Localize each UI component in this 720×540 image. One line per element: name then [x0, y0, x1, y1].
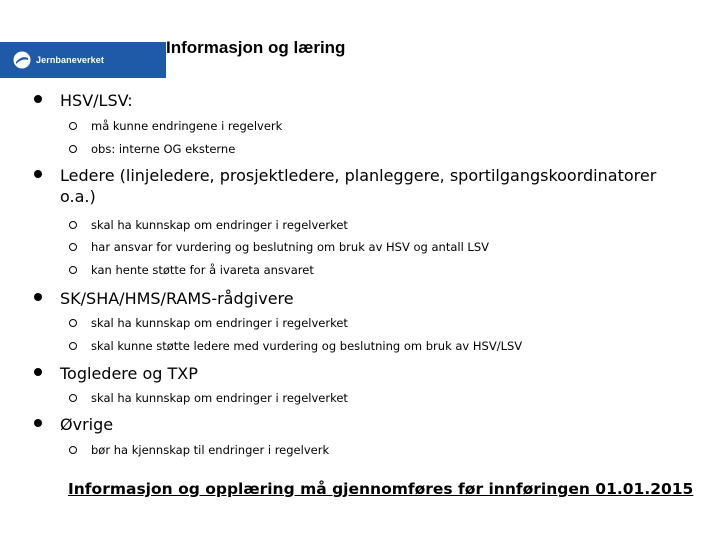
sub-bullet-ring-icon: [69, 145, 77, 153]
footer-note: Informasjon og opplæring må gjennomføres før innføringen 01.01.2015: [68, 480, 694, 498]
sub-bullet-ring-icon: [69, 243, 77, 251]
sub-bullet-text: skal ha kunnskap om endringer i regelverket: [91, 316, 348, 330]
sub-bullet-text: kan hente støtte for å ivareta ansvaret: [91, 263, 314, 277]
sub-bullet-text: skal kunne støtte ledere med vurdering og beslutning om bruk av HSV/LSV: [91, 339, 523, 353]
sub-bullet: [91, 142, 691, 157]
sub-bullet-ring-icon: [69, 342, 77, 350]
sub-bullet-text: skal ha kunnskap om endringer i regelverket: [91, 391, 348, 405]
bullet-togledere: [60, 363, 680, 384]
sub-bullet-text: må kunne endringene i regelverk: [91, 119, 283, 133]
bullet-heading: SK/SHA/HMS/RAMS-rådgivere: [60, 289, 294, 308]
sub-bullet-ring-icon: [69, 319, 77, 327]
sub-bullet-text: bør ha kjennskap til endringer i regelverk: [91, 443, 330, 457]
sub-bullet-text: har ansvar for vurdering og beslutning om bruk av HSV og antall LSV: [91, 240, 489, 254]
bullet-ledere: [60, 165, 680, 207]
sub-bullet: [91, 218, 691, 233]
page-title: Informasjon og læring: [166, 38, 346, 57]
bullet-ovrige: [60, 414, 680, 435]
sub-bullet-ring-icon: [69, 266, 77, 274]
bullet-dot-icon: [34, 419, 42, 427]
logo-text: Jernbaneverket: [36, 55, 104, 65]
sub-bullet: [91, 391, 691, 406]
bullet-dot-icon: [34, 293, 42, 301]
sub-bullet: [91, 339, 691, 354]
bullet-heading: Togledere og TXP: [60, 364, 198, 383]
sub-bullet-ring-icon: [69, 122, 77, 130]
bullet-dot-icon: [34, 95, 42, 103]
bullet-radgivere: [60, 288, 680, 309]
bullet-hsv-lsv: [60, 90, 680, 111]
sub-bullet-ring-icon: [69, 394, 77, 402]
bullet-heading: Ledere (linjeledere, prosjektledere, planleggere, sportilgangskoordinatorer o.a.): [60, 166, 657, 206]
sub-bullet: [91, 240, 691, 255]
sub-bullet: [91, 119, 691, 134]
sub-bullet: [91, 443, 691, 458]
sub-bullet-text: skal ha kunnskap om endringer i regelverket: [91, 218, 348, 232]
sub-bullet-ring-icon: [69, 446, 77, 454]
bullet-heading: Øvrige: [60, 415, 114, 434]
bullet-heading: HSV/LSV:: [60, 91, 133, 110]
sub-bullet: [91, 263, 691, 278]
sub-bullet: [91, 316, 691, 331]
bullet-dot-icon: [34, 368, 42, 376]
sub-bullet-text: obs: interne OG eksterne: [91, 142, 236, 156]
sub-bullet-ring-icon: [69, 221, 77, 229]
bullet-dot-icon: [34, 170, 42, 178]
